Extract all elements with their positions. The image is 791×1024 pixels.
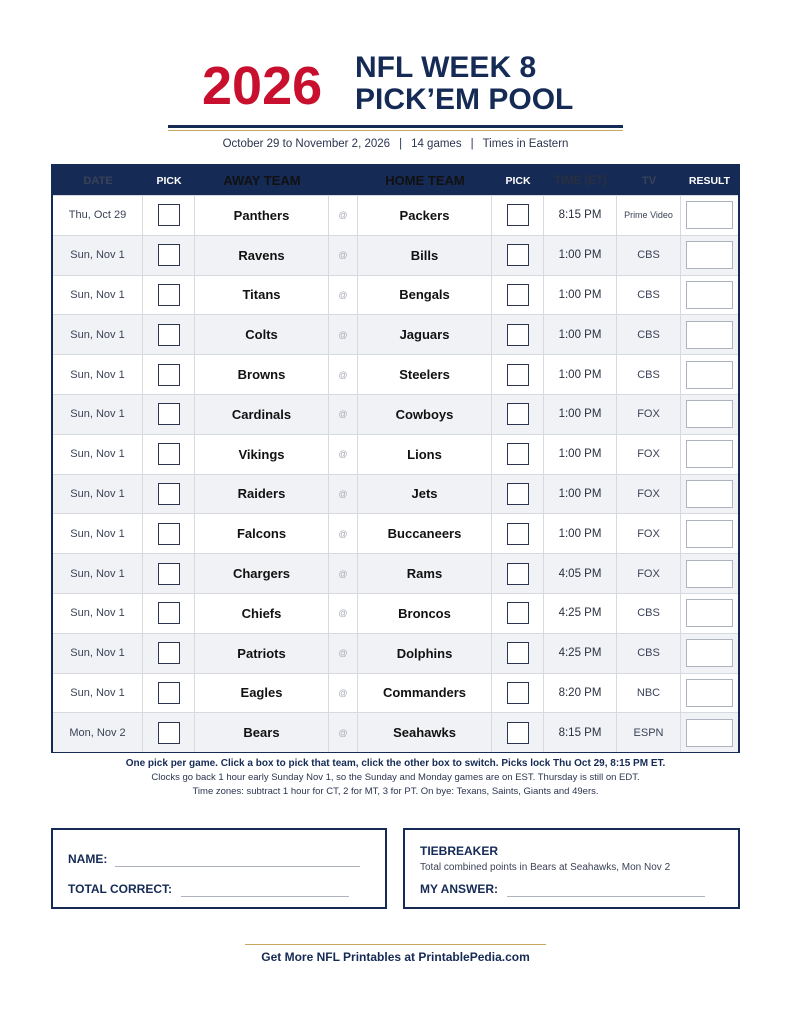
pick-away-checkbox[interactable]: [158, 244, 180, 266]
home-team: Commanders: [358, 674, 492, 713]
result-input[interactable]: [686, 400, 733, 428]
footer-link[interactable]: Get More NFL Printables at PrintablePedia.com: [261, 950, 530, 964]
pick-home-checkbox[interactable]: [507, 403, 529, 425]
table-row: [53, 673, 738, 713]
away-team: Vikings: [195, 435, 329, 474]
pick-home-cell: [492, 554, 544, 593]
pick-home-checkbox[interactable]: [507, 682, 529, 704]
pick-home-checkbox[interactable]: [507, 443, 529, 465]
result-cell: [681, 514, 738, 553]
my-answer-input-line[interactable]: [507, 896, 705, 897]
date-range: October 29 to November 2, 2026: [222, 138, 391, 150]
header-result: RESULT: [688, 174, 731, 187]
pick-away-checkbox[interactable]: [158, 602, 180, 624]
kickoff-time: 8:15 PM: [544, 713, 617, 752]
home-team: Lions: [358, 435, 492, 474]
pick-away-checkbox[interactable]: [158, 642, 180, 664]
result-input[interactable]: [686, 639, 733, 667]
pick-away-cell: [143, 634, 195, 673]
kickoff-time: 1:00 PM: [544, 475, 617, 514]
table-row: [53, 633, 738, 673]
header-home-team: HOME TEAM: [385, 173, 465, 188]
name-input-line[interactable]: [115, 866, 360, 867]
header-tv: TV: [641, 174, 657, 187]
pick-away-checkbox[interactable]: [158, 722, 180, 744]
away-team: Browns: [195, 355, 329, 394]
pick-away-checkbox[interactable]: [158, 483, 180, 505]
result-input[interactable]: [686, 719, 733, 747]
kickoff-time: 1:00 PM: [544, 355, 617, 394]
away-team: Raiders: [195, 475, 329, 514]
title-block: [355, 52, 573, 116]
pick-away-checkbox[interactable]: [158, 284, 180, 306]
result-cell: [681, 554, 738, 593]
tv-network: CBS: [617, 355, 681, 394]
away-team: Chargers: [195, 554, 329, 593]
game-date: Sun, Nov 1: [53, 315, 143, 354]
tv-network: FOX: [617, 514, 681, 553]
game-date: Mon, Nov 2: [53, 713, 143, 752]
pick-away-checkbox[interactable]: [158, 443, 180, 465]
pick-away-cell: [143, 236, 195, 275]
result-input[interactable]: [686, 520, 733, 548]
title-line-2: PICK’EM POOL: [355, 83, 574, 116]
home-team: Jaguars: [358, 315, 492, 354]
home-team: Broncos: [358, 594, 492, 633]
table-row: [53, 513, 738, 553]
game-date: Thu, Oct 29: [53, 196, 143, 235]
tv-network: CBS: [617, 594, 681, 633]
pick-home-checkbox[interactable]: [507, 324, 529, 346]
result-cell: [681, 315, 738, 354]
pick-table: [51, 164, 740, 753]
game-date: Sun, Nov 1: [53, 594, 143, 633]
pick-home-checkbox[interactable]: [507, 602, 529, 624]
at-symbol: @: [329, 713, 358, 752]
tv-network: Prime Video: [617, 196, 681, 235]
at-symbol: @: [329, 514, 358, 553]
tv-network: NBC: [617, 674, 681, 713]
home-team: Buccaneers: [358, 514, 492, 553]
my-answer-label: MY ANSWER:: [420, 882, 498, 896]
title-rule-navy: [168, 125, 623, 128]
game-date: Sun, Nov 1: [53, 355, 143, 394]
at-symbol: @: [329, 554, 358, 593]
home-team: Steelers: [358, 355, 492, 394]
at-symbol: @: [329, 355, 358, 394]
instruction-clocks: Clocks go back 1 hour early Sunday Nov 1, so the Sunday and Monday games are on EST. Thursday is still on EDT.: [151, 772, 640, 783]
pick-away-checkbox[interactable]: [158, 523, 180, 545]
pick-away-cell: [143, 435, 195, 474]
pick-home-checkbox[interactable]: [507, 722, 529, 744]
tv-network: CBS: [617, 276, 681, 315]
result-cell: [681, 475, 738, 514]
game-date: Sun, Nov 1: [53, 435, 143, 474]
timezone-note: Times in Eastern: [482, 138, 569, 150]
games-count: 14 games: [411, 138, 462, 150]
pick-home-checkbox[interactable]: [507, 284, 529, 306]
tiebreaker-title: TIEBREAKER: [420, 844, 499, 858]
table-row: [53, 553, 738, 593]
result-cell: [681, 355, 738, 394]
result-input[interactable]: [686, 679, 733, 707]
page-header: [0, 0, 791, 150]
kickoff-time: 4:25 PM: [544, 594, 617, 633]
game-date: Sun, Nov 1: [53, 634, 143, 673]
home-team: Packers: [358, 196, 492, 235]
result-cell: [681, 395, 738, 434]
pick-home-checkbox[interactable]: [507, 523, 529, 545]
result-cell: [681, 276, 738, 315]
result-input[interactable]: [686, 440, 733, 468]
game-date: Sun, Nov 1: [53, 236, 143, 275]
away-team: Falcons: [195, 514, 329, 553]
tv-network: CBS: [617, 236, 681, 275]
pick-home-cell: [492, 475, 544, 514]
header-pick-home: PICK: [505, 174, 531, 187]
kickoff-time: 8:20 PM: [544, 674, 617, 713]
table-row: [53, 195, 738, 235]
kickoff-time: 1:00 PM: [544, 315, 617, 354]
pick-home-cell: [492, 395, 544, 434]
kickoff-time: 4:25 PM: [544, 634, 617, 673]
home-team: Rams: [358, 554, 492, 593]
tv-network: FOX: [617, 554, 681, 593]
game-date: Sun, Nov 1: [53, 674, 143, 713]
result-cell: [681, 236, 738, 275]
pick-home-checkbox[interactable]: [507, 483, 529, 505]
at-symbol: @: [329, 315, 358, 354]
home-team: Jets: [358, 475, 492, 514]
subtitle-line: [0, 138, 791, 150]
result-cell: [681, 435, 738, 474]
away-team: Chiefs: [195, 594, 329, 633]
result-cell: [681, 594, 738, 633]
result-cell: [681, 634, 738, 673]
tiebreaker-description: Total combined points in Bears at Seahawks, Mon Nov 2: [420, 862, 671, 873]
pick-home-cell: [492, 276, 544, 315]
pick-away-cell: [143, 674, 195, 713]
result-input[interactable]: [686, 599, 733, 627]
pick-home-cell: [492, 236, 544, 275]
pick-home-cell: [492, 315, 544, 354]
home-team: Bills: [358, 236, 492, 275]
result-cell: [681, 674, 738, 713]
instruction-main: One pick per game. Click a box to pick that team, click the other box to switch. Picks lock Thu Oct 29, 8:15 PM ET.: [125, 758, 666, 769]
result-cell: [681, 196, 738, 235]
game-date: Sun, Nov 1: [53, 276, 143, 315]
table-row: [53, 474, 738, 514]
kickoff-time: 1:00 PM: [544, 236, 617, 275]
pick-away-cell: [143, 395, 195, 434]
kickoff-time: 1:00 PM: [544, 435, 617, 474]
at-symbol: @: [329, 594, 358, 633]
home-team: Bengals: [358, 276, 492, 315]
result-input[interactable]: [686, 560, 733, 588]
header-at: [329, 166, 358, 195]
pick-away-checkbox[interactable]: [158, 563, 180, 585]
pick-home-cell: [492, 634, 544, 673]
at-symbol: @: [329, 395, 358, 434]
separator: |: [399, 138, 403, 150]
pick-away-cell: [143, 713, 195, 752]
tv-network: CBS: [617, 634, 681, 673]
pick-away-cell: [143, 355, 195, 394]
table-row: [53, 712, 738, 752]
away-team: Ravens: [195, 236, 329, 275]
pick-home-cell: [492, 713, 544, 752]
pick-home-checkbox[interactable]: [507, 563, 529, 585]
table-row: [53, 394, 738, 434]
at-symbol: @: [329, 634, 358, 673]
instruction-timezones: Time zones: subtract 1 hour for CT, 2 for MT, 3 for PT. On bye: Texans, Saints, Giants and 49ers.: [192, 786, 599, 797]
pick-away-cell: [143, 276, 195, 315]
separator: |: [470, 138, 474, 150]
header-time: TIME (ET): [553, 174, 608, 187]
tv-network: FOX: [617, 475, 681, 514]
pick-home-cell: [492, 355, 544, 394]
tv-network: FOX: [617, 435, 681, 474]
at-symbol: @: [329, 196, 358, 235]
away-team: Titans: [195, 276, 329, 315]
away-team: Eagles: [195, 674, 329, 713]
result-input[interactable]: [686, 321, 733, 349]
pick-home-cell: [492, 435, 544, 474]
pick-home-checkbox[interactable]: [507, 642, 529, 664]
total-correct-input-line[interactable]: [181, 896, 349, 897]
kickoff-time: 8:15 PM: [544, 196, 617, 235]
result-input[interactable]: [686, 201, 733, 229]
pick-away-checkbox[interactable]: [158, 403, 180, 425]
home-team: Cowboys: [358, 395, 492, 434]
pick-away-cell: [143, 315, 195, 354]
year-title: 2026: [202, 56, 323, 116]
table-row: [53, 314, 738, 354]
at-symbol: @: [329, 674, 358, 713]
pick-away-cell: [143, 554, 195, 593]
tv-network: ESPN: [617, 713, 681, 752]
header-date: DATE: [83, 174, 113, 187]
pick-away-checkbox[interactable]: [158, 324, 180, 346]
pick-away-cell: [143, 475, 195, 514]
header-pick-away: PICK: [156, 174, 182, 187]
result-input[interactable]: [686, 361, 733, 389]
game-date: Sun, Nov 1: [53, 395, 143, 434]
at-symbol: @: [329, 276, 358, 315]
table-header: [53, 166, 738, 195]
away-team: Panthers: [195, 196, 329, 235]
kickoff-time: 4:05 PM: [544, 554, 617, 593]
result-input[interactable]: [686, 480, 733, 508]
kickoff-time: 1:00 PM: [544, 276, 617, 315]
tv-network: CBS: [617, 315, 681, 354]
title-line-1: NFL WEEK 8: [355, 51, 537, 84]
away-team: Cardinals: [195, 395, 329, 434]
pick-home-cell: [492, 196, 544, 235]
away-team: Colts: [195, 315, 329, 354]
pick-away-cell: [143, 196, 195, 235]
pick-home-cell: [492, 674, 544, 713]
home-team: Seahawks: [358, 713, 492, 752]
pick-home-checkbox[interactable]: [507, 244, 529, 266]
game-date: Sun, Nov 1: [53, 514, 143, 553]
total-correct-label: TOTAL CORRECT:: [68, 882, 172, 896]
result-input[interactable]: [686, 241, 733, 269]
pick-away-cell: [143, 514, 195, 553]
table-row: [53, 235, 738, 275]
table-row: [53, 354, 738, 394]
game-date: Sun, Nov 1: [53, 554, 143, 593]
away-team: Bears: [195, 713, 329, 752]
table-row: [53, 275, 738, 315]
pick-home-checkbox[interactable]: [507, 204, 529, 226]
result-cell: [681, 713, 738, 752]
pick-away-cell: [143, 594, 195, 633]
result-input[interactable]: [686, 281, 733, 309]
kickoff-time: 1:00 PM: [544, 514, 617, 553]
at-symbol: @: [329, 236, 358, 275]
at-symbol: @: [329, 435, 358, 474]
pick-away-checkbox[interactable]: [158, 364, 180, 386]
footer-rule: [245, 944, 546, 945]
at-symbol: @: [329, 475, 358, 514]
table-row: [53, 434, 738, 474]
table-row: [53, 593, 738, 633]
away-team: Patriots: [195, 634, 329, 673]
tv-network: FOX: [617, 395, 681, 434]
tiebreaker-panel: [403, 828, 740, 909]
kickoff-time: 1:00 PM: [544, 395, 617, 434]
pick-away-checkbox[interactable]: [158, 682, 180, 704]
pick-home-checkbox[interactable]: [507, 364, 529, 386]
name-label: NAME:: [68, 852, 108, 866]
pick-away-checkbox[interactable]: [158, 204, 180, 226]
pick-home-cell: [492, 514, 544, 553]
entry-panel: [51, 828, 387, 909]
pick-home-cell: [492, 594, 544, 633]
game-date: Sun, Nov 1: [53, 475, 143, 514]
home-team: Dolphins: [358, 634, 492, 673]
table-body: [53, 195, 738, 752]
header-away-team: AWAY TEAM: [223, 173, 301, 188]
instructions: [0, 757, 791, 799]
title-rule-gold: [168, 130, 623, 131]
